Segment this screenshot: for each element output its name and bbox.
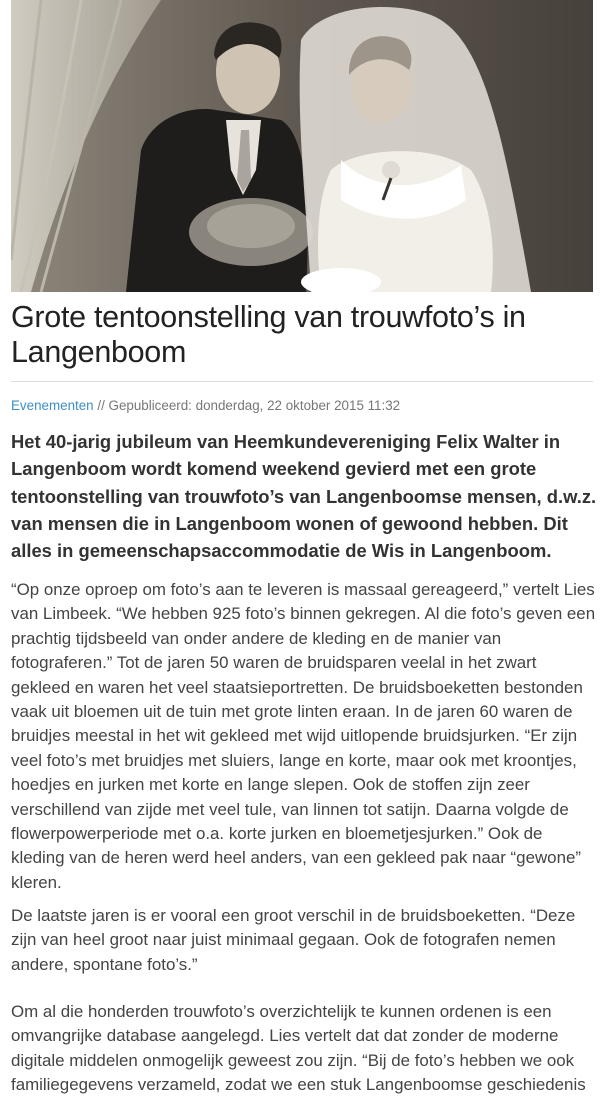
category-link[interactable]: Evenementen [11,398,94,413]
article-meta [11,397,593,415]
article-title: Grote tentoonstelling van trouwfoto’s in Langenboom [11,300,526,369]
article-lead: Het 40-jarig jubileum van Heemkundevereniging Felix Walter in Langenboom wordt komend weekend gevierd met een grote tentoonstelling van trouwfoto’s van Langenboomse mensen, d.w.z. van mensen die in Langenboom wonen of gewoond hebben. Dit alles in gemeenschapsaccommodatie de Wis in Langenboom. [11,431,597,562]
article-paragraph: “Op onze oproep om foto’s aan te leveren is massaal gereageerd,” vertelt Lies van Limbeek. “We hebben 925 foto’s binnen gekregen. Al die foto’s geven een prachtig tijdsbeeld van onder andere de kleding en de manier van fotograferen.” Tot de jaren 50 waren de bruidsparen veelal in het zwart gekleed en waren het veel staatsieportretten. De bruidsboeketten bestonden vaak uit bloemen uit de tuin met grote linten eraan. In de jaren 60 waren de bruidjes meestal in het wit gekleed met wijd uitlopende bruidsjurken. “Er zijn veel foto’s met bruidjes met sluiers, lange en korte, maar ook met kroontjes, hoedjes en jurken met korte en lange slepen. Ook de stoffen zijn zeer verschillend van zijde met veel tule, van linnen tot satijn. Daarna volgde de flowerpowerperiode met o.a. korte jurken en bloemetjesjurken.” Ook de kleding van de heren werd heel anders, van een gekleed pak naar “gewone” kleren. [11,580,596,892]
title-divider [11,381,593,382]
wedding-photo-image [11,0,593,292]
published-date: Gepubliceerd: donderdag, 22 oktober 2015 11:32 [108,398,401,413]
article-paragraph: Om al die honderden trouwfoto’s overzichtelijk te kunnen ordenen is een omvangrijke database aangelegd. Lies vertelt dat dat zonder de moderne digitale middelen onmogelijk geweest zou zijn. “Bij de foto’s hebben we ook familiegegevens verzameld, zodat we een stuk Langenboomse geschiedenis [11,1002,586,1095]
meta-separator: // [93,398,109,413]
article-paragraph: De laatste jaren is er vooral een groot verschil in de bruidsboeketten. “Deze zijn van heel groot naar juist minimaal gegaan. Ook de fotografen nemen andere, spontane foto’s.” [11,906,576,974]
